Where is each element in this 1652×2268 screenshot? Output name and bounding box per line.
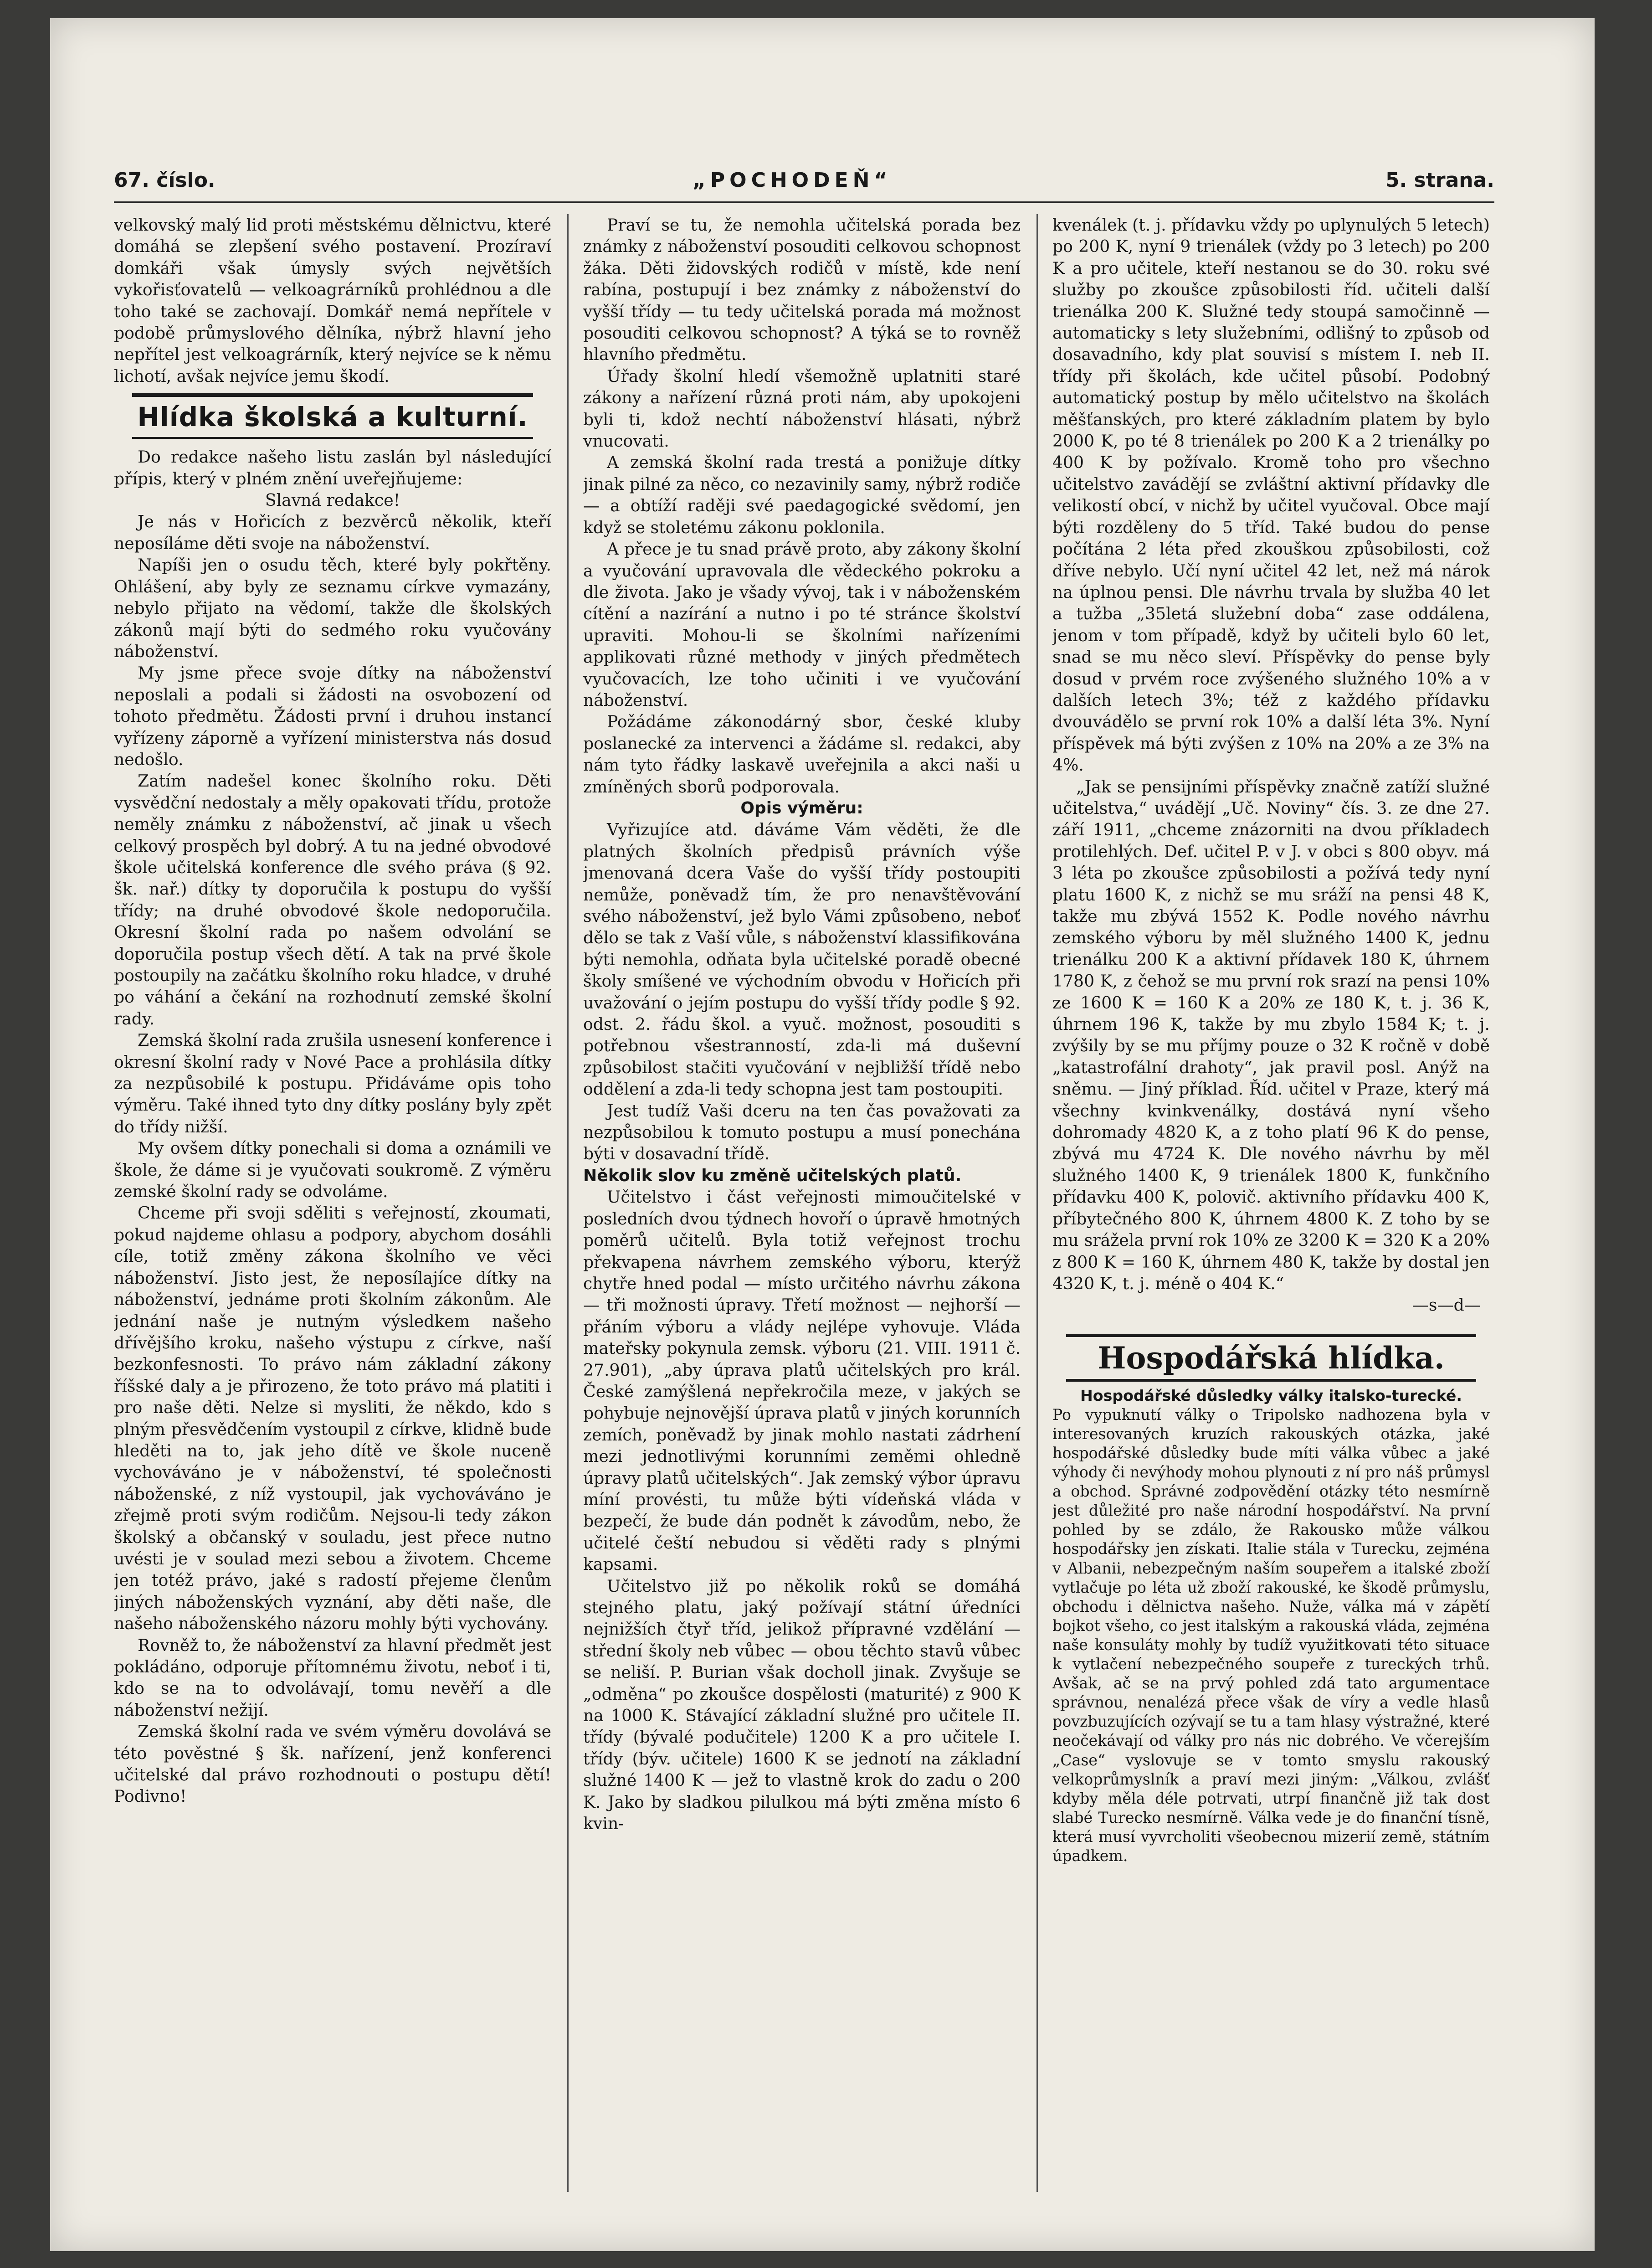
header-rule xyxy=(114,201,1494,203)
signature: —s—d— xyxy=(1412,1295,1481,1315)
paragraph: Po vypuknutí války o Tripolsko nadhozena byla v interesovaných kruzích rakouských otázka, jaké hospodářské důsledky bude míti válka vůbec a jaké výhody či nevýhody mohou plynouti z ní pro náš průmysl a obchod. Správné zodpovědění otázky této nesmírně jest důležité pro naše národní hospodářství. Na první pohled by se zdálo, že Rakousko může válkou hospodářsky jen získati. Italie stála v Turecku, zejména v Albanii, nebezpečným naším soupeřem a italské zboží vytlačuje po léta už zboží rakouské, ke škodě průmyslu, obchodu i dělnictva našeho. Nuže, válka má v zápětí bojkot všeho, co jest italským a rakouská vláda, zejména naše konsuláty mohly by tudíž využitkovati této situace k vytlačení nebezpečného soupeře z tureckých trhů. Avšak, ač se na prvý pohled zdá tato argumentace správnou, nenalézá přece však de víry a vedle hlasů povzbuzujících ozývají se tu a tam hlasy výstražné, které neočekávají od války pro nás nic dobrého. Ve včerejším „Case“ vyslovuje se v tomto smyslu rakouský velkoprůmyslník a praví mezi jiným: „Válkou, zvlášť kdyby měla déle potrvati, utrpí finančně již tak dost slabé Turecko nesmírně. Válka vede je do finanční tísně, která musí vyvrcholiti všeobecnou mizerií země, státním úpadkem. xyxy=(1052,1405,1490,1865)
column-divider xyxy=(567,214,569,2192)
article-title-salaries xyxy=(583,1165,1021,1186)
page-header xyxy=(114,169,1494,201)
column-3 xyxy=(1052,214,1490,2210)
paragraph: Zemská školní rada zrušila usnesení konference i okresní školní rady v Nové Pace a prohlásila dítky za nezpůsobilé k postupu. Přidáváme opis toho výměru. Také ihned tyto dny dítky poslány byly zpět do třídy nižší. xyxy=(114,1030,551,1137)
paragraph: A přece je tu snad právě proto, aby zákony školní a vyučování upravovala dle vědeckého pokroku a dle života. Jako je všady vývoj, tak i v náboženském cítění a nazírání a nutno i po té stránce školství upraviti. Mohou-li se školními nařízeními applikovati různé methody v jiných předmětech vyučovacích, lze toho učiniti i ve vyučování náboženství. xyxy=(583,539,1021,710)
column-1 xyxy=(114,214,551,2210)
paragraph: Zatím nadešel konec školního roku. Děti vysvědční nedostaly a měly opakovati třídu, protože neměly známku z náboženství, ač jinak u všech celkový prospěch byl dobrý. A tu na jedné obvodové škole učitelská konference dle svého práva (§ 92. šk. nař.) dítky ty doporučila k postupu do vyšší třídy; na druhé obvodové škole nedoporučila. Okresní školní rada po našem odvolání se doporučila postup všech dětí. A tak na prvé škole postoupily na začátku školního roku hladce, v druhé po váhání a čekání na rozhodnutí zemské školní rady. xyxy=(114,771,551,1029)
paragraph: My jsme přece svoje dítky na náboženství neposlali a podali si žádosti na osvobození od tohoto předmětu. Žádosti první i druhou instancí vyřízeny záporně a vyřízení ministerstva nás dosud nedošlo. xyxy=(114,663,551,769)
paragraph: Je nás v Hořicích z bezvěrců několik, kteří neposíláme děti svoje na náboženství. xyxy=(114,512,551,553)
letter-greeting: Slavná redakce! xyxy=(265,490,400,510)
paragraph: Do redakce našeho listu zaslán byl následující přípis, který v plném znění uveřejňujeme: xyxy=(114,447,551,489)
newspaper-title: „POCHODEŇ“ xyxy=(693,169,892,192)
paragraph: Chceme při svoji sděliti s veřejností, zkoumati, pokud najdeme ohlasu a podpory, abychom dosáhli cíle, totiž změny zákona školního ve věci náboženství. Jisto jest, že neposílajíce dítky na náboženství, jednáme proti školním zákonům. Ale jednání naše je nutným výsledkem našeho dřívějšího kroku, našeho výstupu z církve, naší bezkonfesnosti. To právo nám základní zákony říšské daly a je přirozeno, že toto právo má platiti i pro naše děti. Nelze si mysliti, že někdo, kdo s plným přesvědčením vystoupil z církve, klidně bude hleděti na to, jak jeho dítě ve škole nuceně vychováváno je v náboženství, té společnosti náboženské, z níž vystoupil, jak vychováváno je zřejmě proti svým rodičům. Nejsou-li tedy zákon školský a občanský v souladu, jest přece nutno uvésti je v soulad mezi sebou a životem. Chceme jen totéž právo, jaké s radostí přejeme členům jiných náboženských vyznání, aby děti naše, dle našeho náboženského názoru mohly býti vychovány. xyxy=(114,1203,551,1634)
article-continuation: velkovský malý lid proti městskému dělnictvu, které domáhá se zlepšení svého postavení. Prozíraví domkáři však úmysly svých největších vykořisťovatelů — velkoagrárníků prohlédnou a dle toho také se zachovají. Domkář nemá nepřítele v podobě průmyslového dělníka, nýbrž hlavní jeho nepřítel jest velkoagrárník, který nejvíce se k němu lichotí, avšak nejvíce jemu škodí. xyxy=(114,215,551,386)
section-title-school: Hlídka školská a kulturní. xyxy=(137,401,528,433)
paragraph: Zemská školní rada ve svém výměru dovolává se této pověstné § šk. nařízení, jenž konferenci učitelské dal právo rozhodnouti o postupu dětí! Podivno! xyxy=(114,1722,551,1806)
section-rule xyxy=(132,437,533,439)
paragraph: Učitelstvo i část veřejnosti mimoučitelské v posledních dvou týdnech hovoří o úpravě hmotných poměrů učitelů. Byla totiž veřejnost trochu překvapena návrhem zemského výboru, kterýž chytře hned podal — místo určitého návrhu zákona — tři možnosti úpravy. Třetí možnost — nejhorší — přáním výboru a vlády nejlépe vyhovuje. Vláda mateřsky pokynula zemsk. výboru (21. VIII. 1911 č. 27.901), „aby úprava platů učitelských pro král. České zamýšlená nepřekročila meze, v jakých se pohybuje nejnovější úprava platů v jiných korunních zemích, poněvadž by jinak mohlo nastati zádrhení mezi jednotlivými korunními zeměmi ohledně úpravy platů učitelských“. Jak zemský výbor úpravu míní provésti, tu může býti vídeňská vláda v bezpečí, že bude dán podnět k závodům, nebo, že učitelé čeští nebudou si věděti rady s plnými kapsami. xyxy=(583,1187,1021,1574)
paragraph: Napíši jen o osudu těch, které byly pokřtěny. Ohlášení, aby byly ze seznamu církve vymazány, nebylo přijato na vědomí, takže dle školských zákonů mají býti do sedmého roku vyučovány náboženství. xyxy=(114,555,551,661)
paragraph: My ovšem dítky ponechali si doma a oznámili ve škole, že dáme si je vyučovati soukromě. Z výměru zemské školní rady se odvoláme. xyxy=(114,1138,551,1202)
inline-heading: Několik slov ku změně učitelských platů. xyxy=(583,1165,962,1185)
subheading-decree: Opis výměru: xyxy=(740,798,863,818)
paragraph: kvenálek (t. j. přídavku vždy po uplynulých 5 letech) po 200 K, nyní 9 trienálek (vždy po 3 letech) po 200 K a pro učitele, kteří nestanou se do 30. roku své služby po zkoušce způsobilosti říd. učiteli další trienálka 200 K. Služné tedy stoupá samočinně — automaticky s lety služebními, odlišný to způsob od dosavadního, kdy plat souvisí s místem I. neb II. třídy při školách, kde učitel působí. Podobný automatický postup by mělo učitelstvo na školách měšťanských, pro které základním platem by bylo 2000 K, po té 8 trienálek po 200 K a 2 trienálky po 400 K by požívalo. Kromě toho pro všechno učitelstvo zavádějí se zvláštní aktivní přídavky dle velikostí obcí, v nichž by učitel vyučoval. Obce mají býti rozděleny do 5 tříd. Také budou do pense počítána 2 léta před zkouškou způsobilosti, což dříve nebylo. Učí nyní učitel 42 let, než má nárok na úplnou pensi. Dle návrhu trvala by služba 40 let a tužba „35letá služební doba“ zase oddálena, jenom v tom případě, když by učiteli bylo 60 let, snad se mu něco sleví. Příspěvky do pense byly dosud v prvém roce zvýšeného služného 10% a v dalších letech 3%; též z každého přídavku dvouvádělo se první rok 10% a další léta 3%. Nyní příspěvek má býti zvýšen z 10% na 20% a ze 3% na 4%. xyxy=(1052,215,1490,775)
paragraph: Rovněž to, že náboženství za hlavní předmět jest pokládáno, odporuje přítomnému životu, neboť i ti, kdo se na to odvolávají, tomu nevěří a dle náboženství nežijí. xyxy=(114,1635,551,1720)
paragraph: Vyřizujíce atd. dáváme Vám věděti, že dle platných školních předpisů právních výše jmenovaná dcera Vaše do vyšší třídy postoupiti nemůže, poněvadž tím, že pro nenavštěvování svého náboženství, jež bylo Vámi způsobeno, neboť dělo se tak z Vaší vůle, s náboženství klassifikována býti nemohla, odňata byla učitelské poradě obecné školy smíšené ve východním obvodu v Hořicích při uvažování o jejím postupu do vyšší třídy podle § 92. odst. 2. řádu škol. a vyuč. možnost, posouditi s potřebnou všestranností, zda-li má duševní způsobilost stačiti vyučování v nejbližší třídě nebo oddělení a zda-li tedy schopna jest tam postoupiti. xyxy=(583,820,1021,1099)
column-divider xyxy=(1036,214,1038,2192)
page-number: 5. strana. xyxy=(1385,169,1494,192)
issue-number: 67. číslo. xyxy=(114,169,215,192)
paragraph: Jest tudíž Vaši dceru na ten čas považovati za nezpůsobilou k tomuto postupu a musí ponechána býti v dosavadní třídě. xyxy=(583,1101,1021,1164)
economy-section-box xyxy=(1066,1334,1476,1382)
subheading-war: Hospodářské důsledky války italsko-turecké. xyxy=(1080,1386,1462,1404)
paragraph: Praví se tu, že nemohla učitelská porada bez známky z náboženství posouditi celkovou schopnost žáka. Děti židovských rodičů v místě, kde není rabína, postupují i bez známky z náboženství do vyšší třídy — tu tedy učitelská porada má možnost posouditi celkovou schopnost? A týká se to rovněž hlavního předmětu. xyxy=(583,215,1021,365)
paragraph: Požádáme zákonodárný sbor, české kluby poslanecké za intervenci a žádáme sl. redakci, aby nám tyto řádky laskavě uveřejnila a akci naši u zmíněných sborů podporovala. xyxy=(583,712,1021,797)
section-title-economy: Hospodářská hlídka. xyxy=(1098,1340,1445,1376)
paragraph: Úřady školní hledí všemožně uplatniti staré zákony a nařízení různá proti nám, aby upokojeni byli ti, kdož nechtí náboženství hlásati, nýbrž vnucovati. xyxy=(583,366,1021,451)
paragraph: A zemská školní rada trestá a ponižuje dítky jinak pilné za něco, co nezavinily samy, nýbrž rodiče — a obtíží raději své paedagogické svědomí, jen když se stoletému zákonu poklonila. xyxy=(583,453,1021,537)
paragraph: „Jak se pensijními příspěvky značně zatíží služné učitelstva,“ uvádějí „Uč. Noviny“ čís. 3. ze dne 27. září 1911, „chceme znázorniti na dvou příkladech protilehlých. Def. učitel P. v J. v obci s 800 obyv. má 3 léta po zkoušce způsobilosti a požívá tedy nyní platu 1600 K, z nichž se mu sráží na pensi 48 K, takže mu zbývá 1552 K. Podle nového návrhu zemského výboru by měl služného 1400 K, jednu trienálku 200 K a aktivní přídavek 180 K, úhrnem 1780 K, z čehož se mu první rok srazí na pensi 10% ze 1600 K = 160 K a 20% ze 180 K, t. j. 36 K, úhrnem 196 K, takže by mu zbylo 1584 K; t. j. zvýšily by se mu příjmy pouze o 32 K ročně v době „katastrofální drahoty“, jak pravil posl. Anýž na sněmu. — Jiný příklad. Říd. učitel v Praze, který má všechny kvinkvenálky, dostává nyní všeho dohromady 4820 K, a z toho platí 96 K do pense, zbývá mu 4724 K. Dle nového návrhu by měl služného 1400 K, 9 trienálek 1800 K, funkčního přídavku 400 K, polovič. aktivního přídavku 400 K, příbytečného 800 K, úhrnem 4800 K. Z toho by se mu srážela první rok 10% ze 3200 K = 320 K a 20% z 800 K = 160 K, úhrnem 480 K, takže by dostal jen 4320 K, t. j. méně o 404 K.“ xyxy=(1052,777,1490,1293)
newspaper-page xyxy=(50,18,1595,2251)
paragraph: Učitelstvo již po několik roků se domáhá stejného platu, jaký požívají státní úředníci nejnižších čtyř tříd, jelikož přípravné vzdělání — střední školy neb vůbec — obou těchto stavů vůbec se neliší. P. Burian však docholl jinak. Zvyšuje se „odměna“ po zkoušce dospělosti (maturité) z 900 K na 1000 K. Stávající základní služné pro učitele II. třídy (bývalé podučitele) 1200 K a pro učitele I. třídy (býv. učitele) 1600 K se jednotí na základní služné 1400 K — jež to vlastně krok do zadu o 200 K. Jako by sladkou pilulkou má býti změna místo 6 kvin- xyxy=(583,1576,1021,1834)
column-2 xyxy=(583,214,1021,2210)
section-rule xyxy=(132,393,533,397)
